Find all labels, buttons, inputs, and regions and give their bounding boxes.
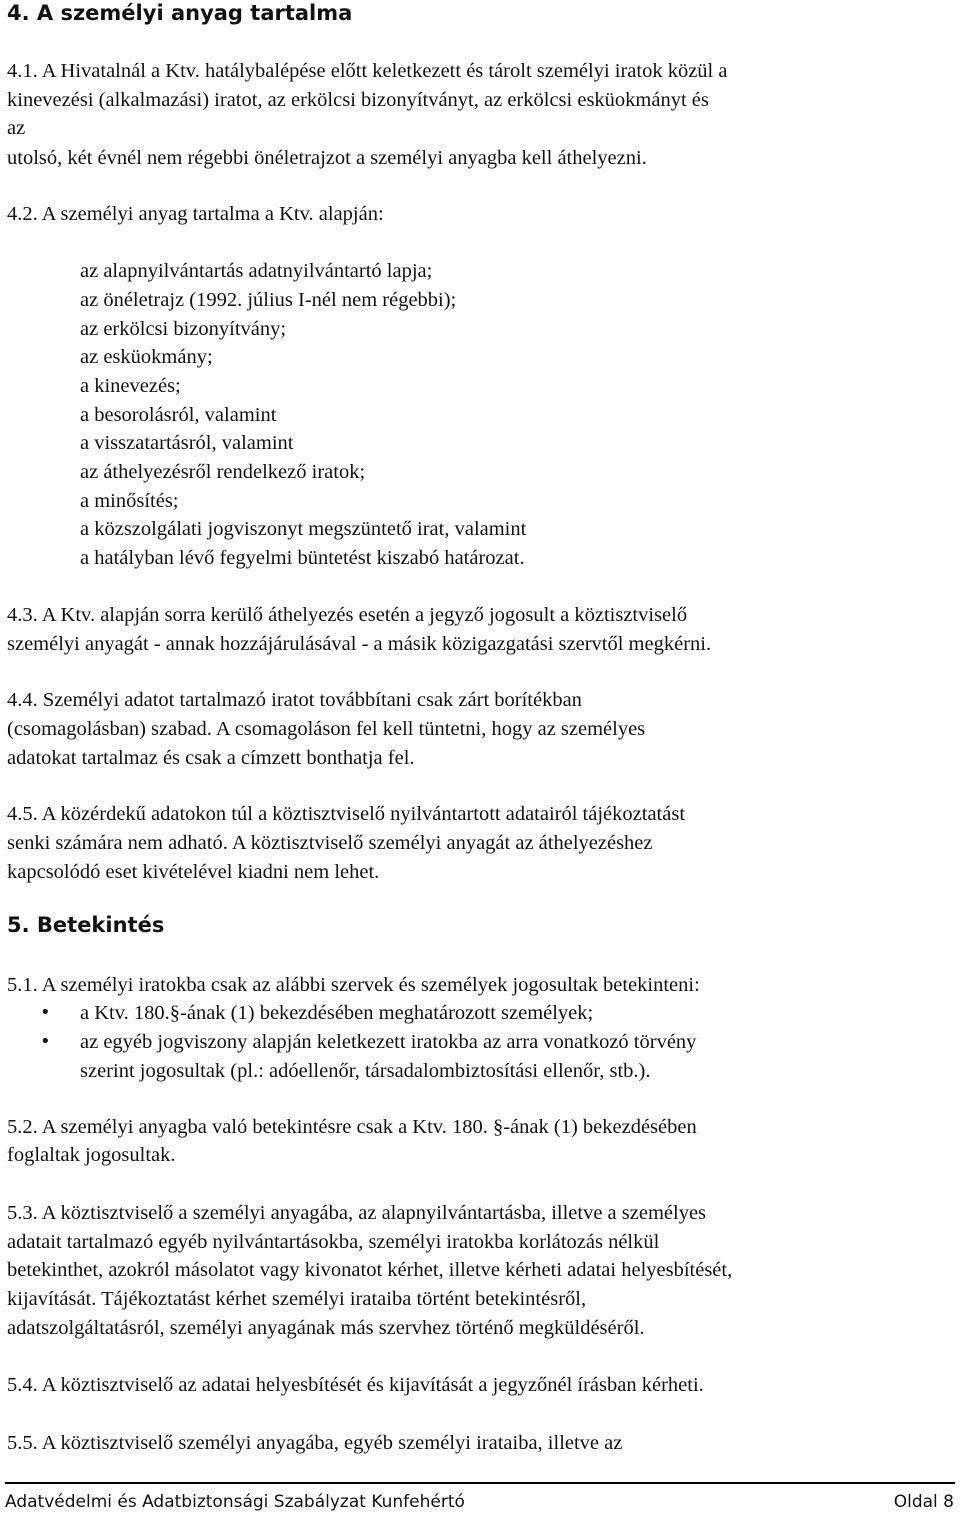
paragraph-5-4: 5.4. A köztisztviselő az adatai helyesbítését és kijavítását a jegyzőnél írásban kérheti. — [7, 1374, 704, 1396]
footer-page-number: Oldal 8 — [893, 1492, 954, 1512]
bullet-icon: • — [40, 1031, 51, 1052]
text-line: adatait tartalmazó egyéb nyilvántartásokba, személyi iratokba korlátozás nélkül — [7, 1231, 660, 1253]
text-line: 4.5. A közérdekű adatokon túl a köztisztviselő nyilvántartott adatairól tájékoztatást — [7, 803, 686, 825]
list-item: az önéletrajz (1992. július I-nél nem régebbi); — [80, 289, 457, 311]
text-line: kijavítását. Tájékoztatást kérhet személyi irataiba történt betekintésről, — [7, 1288, 587, 1310]
list-item: a besorolásról, valamint — [80, 404, 277, 426]
text-line: utolsó, két évnél nem régebbi önéletrajzot a személyi anyagba kell áthelyezni. — [7, 147, 647, 169]
text-line: (csomagolásban) szabad. A csomagoláson fel kell tüntetni, hogy az személyes — [7, 718, 646, 740]
text-line: senki számára nem adható. A köztisztviselő személyi anyagát az áthelyezéshez — [7, 832, 653, 854]
section-4-heading: 4. A személyi anyag tartalma — [7, 1, 353, 25]
section-5-heading: 5. Betekintés — [7, 913, 165, 937]
text-line: 4.1. A Hivatalnál a Ktv. hatálybalépése előtt keletkezett és tárolt személyi iratok közül a — [7, 60, 728, 82]
list-item: az erkölcsi bizonyítvány; — [80, 318, 287, 340]
text-line: 4.4. Személyi adatot tartalmazó iratot továbbítani csak zárt borítékban — [7, 689, 582, 711]
text-line: 5.3. A köztisztviselő a személyi anyagába, az alapnyilvántartásba, illetve a személyes — [7, 1202, 707, 1224]
text-line: 5.2. A személyi anyagba való betekintésre csak a Ktv. 180. §-ának (1) bekezdésében — [7, 1116, 697, 1138]
text-line: betekinthet, azokról másolatot vagy kivonatot kérhet, illetve kérheti adatai helyesbítését, — [7, 1259, 733, 1281]
bullet-icon: • — [40, 1002, 51, 1023]
list-item: a közszolgálati jogviszonyt megszüntető irat, valamint — [80, 518, 527, 540]
paragraph-4-2-title: 4.2. A személyi anyag tartalma a Ktv. alapján: — [7, 203, 384, 225]
text-line: kinevezési (alkalmazási) iratot, az erkölcsi bizonyítványt, az erkölcsi esküokmányt és — [7, 89, 709, 111]
list-item: az esküokmány; — [80, 346, 213, 368]
list-item: az áthelyezésről rendelkező iratok; — [80, 461, 366, 483]
text-line: adatszolgáltatásról, személyi anyagának más szervhez történő megküldéséről. — [7, 1317, 645, 1339]
bullet-item-continuation: szerint jogosultak (pl.: adóellenőr, társadalombiztosítási ellenőr, stb.). — [80, 1060, 651, 1082]
footer-divider — [5, 1482, 955, 1484]
list-item: a minősítés; — [80, 490, 179, 512]
bullet-item: a Ktv. 180.§-ának (1) bekezdésében meghatározott személyek; — [80, 1002, 594, 1024]
text-line: az — [7, 117, 26, 139]
paragraph-5-1-intro: 5.1. A személyi iratokba csak az alábbi szervek és személyek jogosultak betekinteni: — [7, 974, 700, 996]
text-line: foglaltak jogosultak. — [7, 1144, 176, 1166]
list-item: a visszatartásról, valamint — [80, 432, 294, 454]
text-line: adatokat tartalmaz és csak a címzett bonthatja fel. — [7, 747, 415, 769]
text-line: kapcsolódó eset kivételével kiadni nem lehet. — [7, 861, 380, 883]
paragraph-5-5: 5.5. A köztisztviselő személyi anyagába, egyéb személyi irataiba, illetve az — [7, 1432, 623, 1454]
list-item: az alapnyilvántartás adatnyilvántartó lapja; — [80, 260, 433, 282]
text-line: személyi anyagát - annak hozzájárulásával - a másik közigazgatási szervtől megkérni. — [7, 633, 712, 655]
list-item: a kinevezés; — [80, 375, 181, 397]
footer-title: Adatvédelmi és Adatbiztonsági Szabályzat Kunfehértó — [5, 1492, 465, 1512]
list-item: a hatályban lévő fegyelmi büntetést kiszabó határozat. — [80, 547, 525, 569]
bullet-item: az egyéb jogviszony alapján keletkezett iratokba az arra vonatkozó törvény — [80, 1031, 697, 1053]
text-line: 4.3. A Ktv. alapján sorra kerülő áthelyezés esetén a jegyző jogosult a köztisztviselő — [7, 604, 688, 626]
